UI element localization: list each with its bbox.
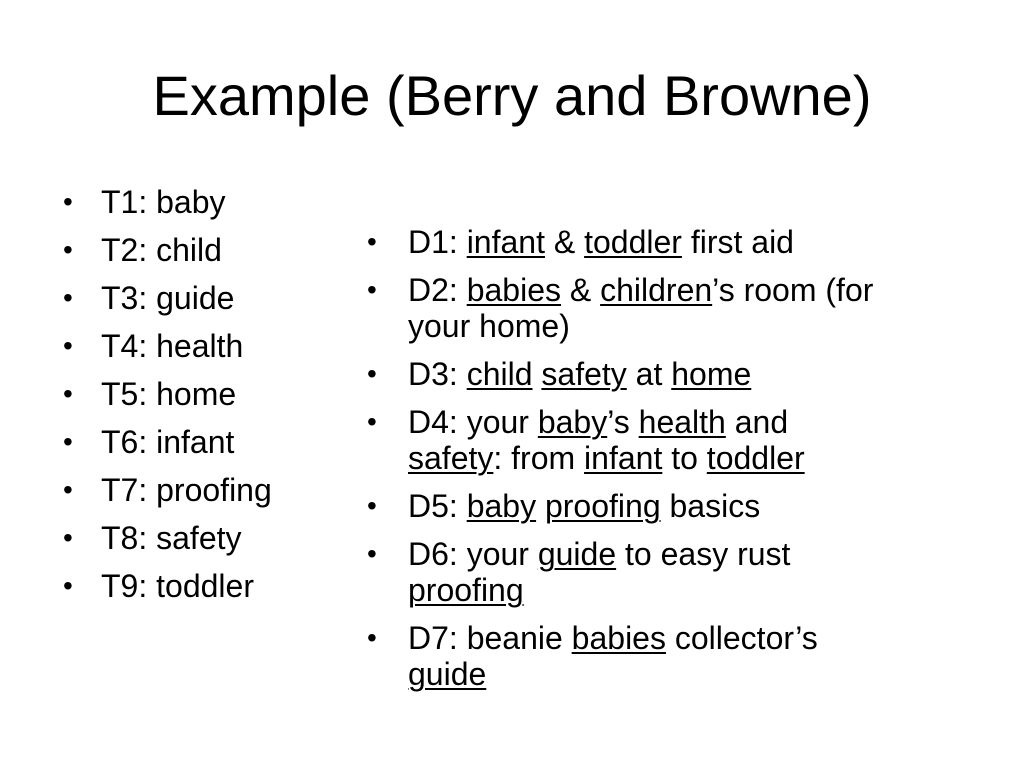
bullet-icon: • bbox=[63, 234, 73, 265]
document-item bbox=[367, 536, 873, 608]
document-item bbox=[367, 356, 873, 392]
bullet-icon: • bbox=[367, 274, 377, 305]
term-item bbox=[63, 274, 272, 322]
indexed-term: child bbox=[466, 356, 533, 392]
document-text: collector’s bbox=[665, 620, 818, 656]
indexed-term: toddler bbox=[584, 224, 682, 260]
document-text bbox=[536, 488, 545, 524]
document-text: & bbox=[544, 224, 585, 260]
term-text: T5: home bbox=[101, 376, 237, 412]
bullet-icon: • bbox=[367, 622, 377, 653]
document-text: D2: bbox=[408, 272, 467, 308]
bullet-icon: • bbox=[367, 226, 377, 257]
term-item bbox=[63, 466, 272, 514]
indexed-term: baby bbox=[466, 488, 537, 524]
term-text: T7: proofing bbox=[101, 472, 272, 508]
bullet-icon: • bbox=[63, 330, 73, 361]
bullet-icon: • bbox=[63, 282, 73, 313]
term-text: T2: child bbox=[101, 232, 222, 268]
indexed-term: infant bbox=[466, 224, 545, 260]
bullet-icon: • bbox=[63, 522, 73, 553]
document-text: at bbox=[626, 356, 672, 392]
document-text: ’s room (for bbox=[712, 272, 874, 308]
term-text: T3: guide bbox=[101, 280, 235, 316]
term-text: T8: safety bbox=[101, 520, 242, 556]
indexed-term: proofing bbox=[408, 572, 524, 608]
term-item bbox=[63, 370, 272, 418]
bullet-icon: • bbox=[367, 358, 377, 389]
slide-title: Example (Berry and Browne) bbox=[152, 64, 872, 127]
term-item bbox=[63, 514, 272, 562]
document-text: and bbox=[725, 404, 789, 440]
bullet-icon: • bbox=[63, 474, 73, 505]
document-text: basics bbox=[660, 488, 761, 524]
document-text: your home) bbox=[408, 308, 570, 344]
term-list bbox=[63, 178, 272, 610]
term-item bbox=[63, 178, 272, 226]
document-text: ’s bbox=[607, 404, 639, 440]
bullet-icon: • bbox=[367, 490, 377, 521]
indexed-term: infant bbox=[584, 440, 663, 476]
document-text: to bbox=[662, 440, 707, 476]
indexed-term: safety bbox=[541, 356, 627, 392]
document-item bbox=[367, 272, 874, 344]
term-item bbox=[63, 322, 272, 370]
bullet-icon: • bbox=[63, 570, 73, 601]
indexed-term: guide bbox=[408, 656, 487, 692]
document-list bbox=[367, 224, 874, 704]
document-item bbox=[367, 488, 873, 524]
bullet-icon: • bbox=[63, 426, 73, 457]
indexed-term: guide bbox=[537, 536, 617, 572]
document-item bbox=[367, 224, 873, 260]
term-item bbox=[63, 226, 272, 274]
document-text: D5: bbox=[408, 488, 467, 524]
indexed-term: babies bbox=[571, 620, 666, 656]
indexed-term: proofing bbox=[544, 488, 661, 524]
term-item bbox=[63, 418, 272, 466]
term-text: T1: baby bbox=[101, 184, 226, 220]
indexed-term: health bbox=[638, 404, 726, 440]
indexed-term: toddler bbox=[706, 440, 805, 476]
bullet-icon: • bbox=[367, 538, 377, 569]
document-text: D3: bbox=[408, 356, 467, 392]
document-text: & bbox=[560, 272, 601, 308]
document-item bbox=[367, 404, 873, 476]
indexed-term: baby bbox=[537, 404, 608, 440]
document-text: first aid bbox=[681, 224, 794, 260]
term-item bbox=[63, 562, 272, 610]
document-item bbox=[367, 620, 873, 692]
document-text: D7: beanie bbox=[408, 620, 572, 656]
indexed-term: babies bbox=[466, 272, 561, 308]
bullet-icon: • bbox=[63, 186, 73, 217]
document-text: D1: bbox=[408, 224, 467, 260]
term-text: T6: infant bbox=[101, 424, 235, 460]
document-text: D6: your bbox=[408, 536, 538, 572]
term-text: T4: health bbox=[101, 328, 244, 364]
document-text: to easy rust bbox=[616, 536, 791, 572]
indexed-term: safety bbox=[408, 440, 494, 476]
indexed-term: home bbox=[671, 356, 752, 392]
bullet-icon: • bbox=[367, 406, 377, 437]
bullet-icon: • bbox=[63, 378, 73, 409]
document-text: : from bbox=[493, 440, 585, 476]
indexed-term: children bbox=[600, 272, 713, 308]
document-text: D4: your bbox=[408, 404, 538, 440]
term-text: T9: toddler bbox=[101, 568, 254, 604]
